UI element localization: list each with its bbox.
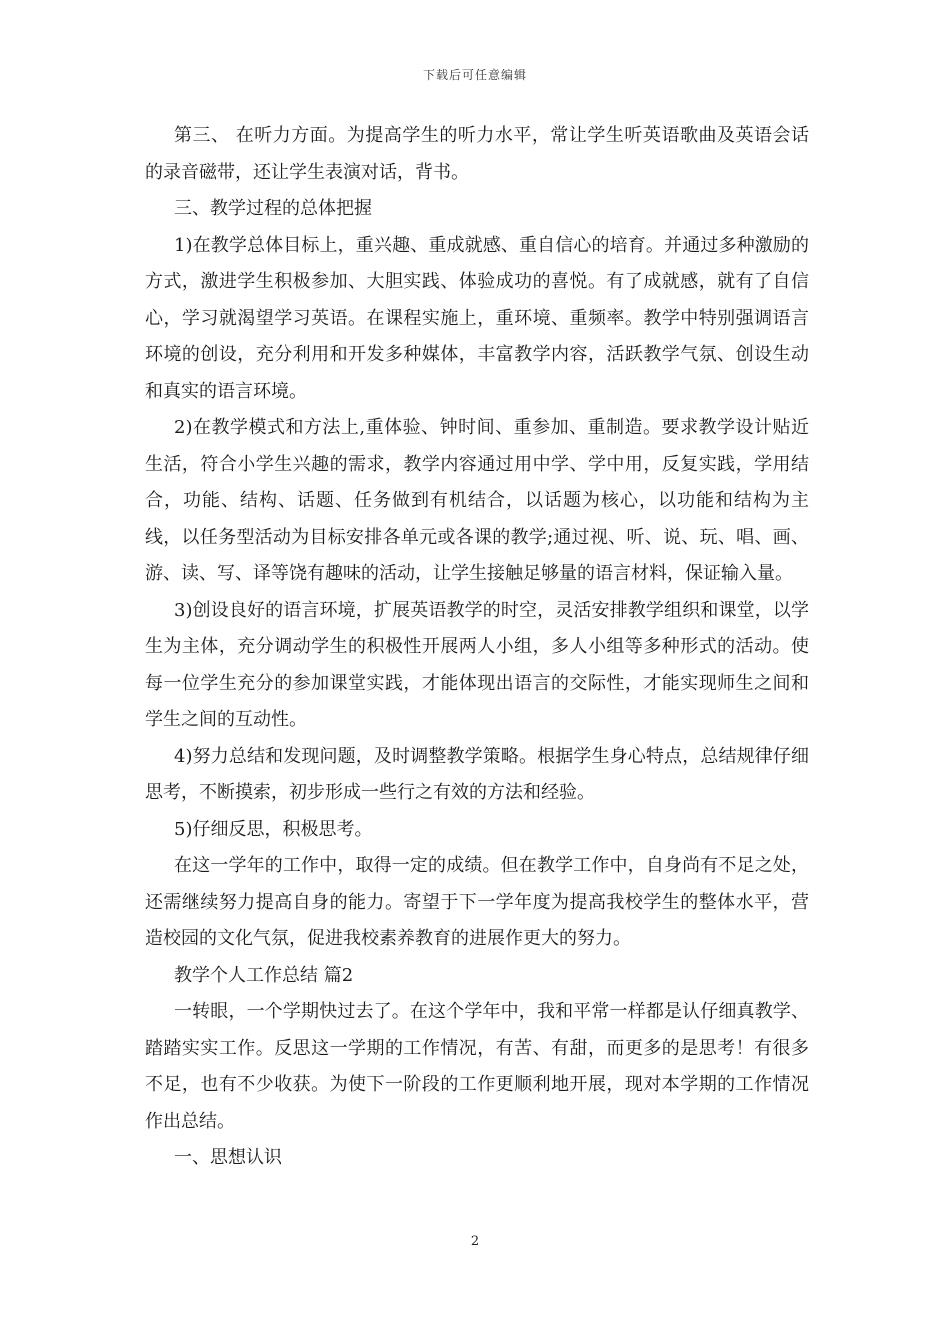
document-body [145,118,809,1177]
paragraph-listening: 第三、 在听力方面。为提高学生的听力水平，常让学生听英语歌曲及英语会话的录音磁带，还让学生表演对话，背书。 [145,125,809,183]
paragraph-point-3: 3)创设良好的语言环境，扩展英语教学的时空，灵活安排教学组织和课堂，以学生为主体，充分调动学生的积极性开展两人小组，多人小组等多种形式的活动。使每一位学生充分的参加课堂实践，才能体现出语言的交际性，才能实现师生之间和学生之间的互动性。 [145,599,809,730]
header-note: 下载后可任意编辑 [422,68,527,82]
section-heading-teaching-process: 三、教学过程的总体把握 [174,198,372,219]
page-number: 2 [470,1234,480,1249]
article-title-part-2: 教学个人工作总结 篇2 [174,964,354,986]
paragraph-year-summary: 在这一学年的工作中，取得一定的成绩。但在教学工作中，自身尚有不足之处，还需继续努力提高自身的能力。寄望于下一学年度为提高我校学生的整体水平，营造校园的文化气氛，促进我校素养教育的进展作更大的努力。 [145,855,809,949]
paragraph-point-2: 2)在教学模式和方法上,重体验、钟时间、重参加、重制造。要求教学设计贴近生活，符合小学生兴趣的需求，教学内容通过用中学、学中用，反复实践，学用结合，功能、结构、话题、任务做到有机结合，以话题为核心，以功能和结构为主线，以任务型活动为目标安排各单元或各课的教学;通过视、听、说、玩、唱、画、游、读、写、译等饶有趣味的活动，让学生接触足够量的语言材料，保证输入量。 [145,417,809,584]
paragraph-point-4: 4)努力总结和发现问题，及时调整教学策略。根据学生身心特点，总结规律仔细思考，不断摸索，初步形成一些行之有效的方法和经验。 [145,745,809,803]
paragraph-point-1: 1)在教学总体目标上，重兴趣、重成就感、重自信心的培育。并通过多种激励的方式，激进学生积极参加、大胆实践、体验成功的喜悦。有了成就感，就有了自信心，学习就渴望学习英语。在课程实施上，重环境、重频率。教学中特别强调语言环境的创设，充分利用和开发多种媒体，丰富教学内容，活跃教学气氛、创设生动和真实的语言环境。 [145,234,809,402]
paragraph-intro-part-2: 一转眼，一个学期快过去了。在这个学年中，我和平常一样都是认仔细真教学、踏踏实实工作。反思这一学期的工作情况，有苦、有甜，而更多的是思考！有很多不足，也有不少收获。为使下一阶段的工作更顺利地开展，现对本学期的工作情况作出总结。 [145,1001,809,1132]
section-heading-ideology: 一、思想认识 [174,1147,282,1168]
paragraph-point-5: 5)仔细反思，积极思考。 [174,818,373,840]
